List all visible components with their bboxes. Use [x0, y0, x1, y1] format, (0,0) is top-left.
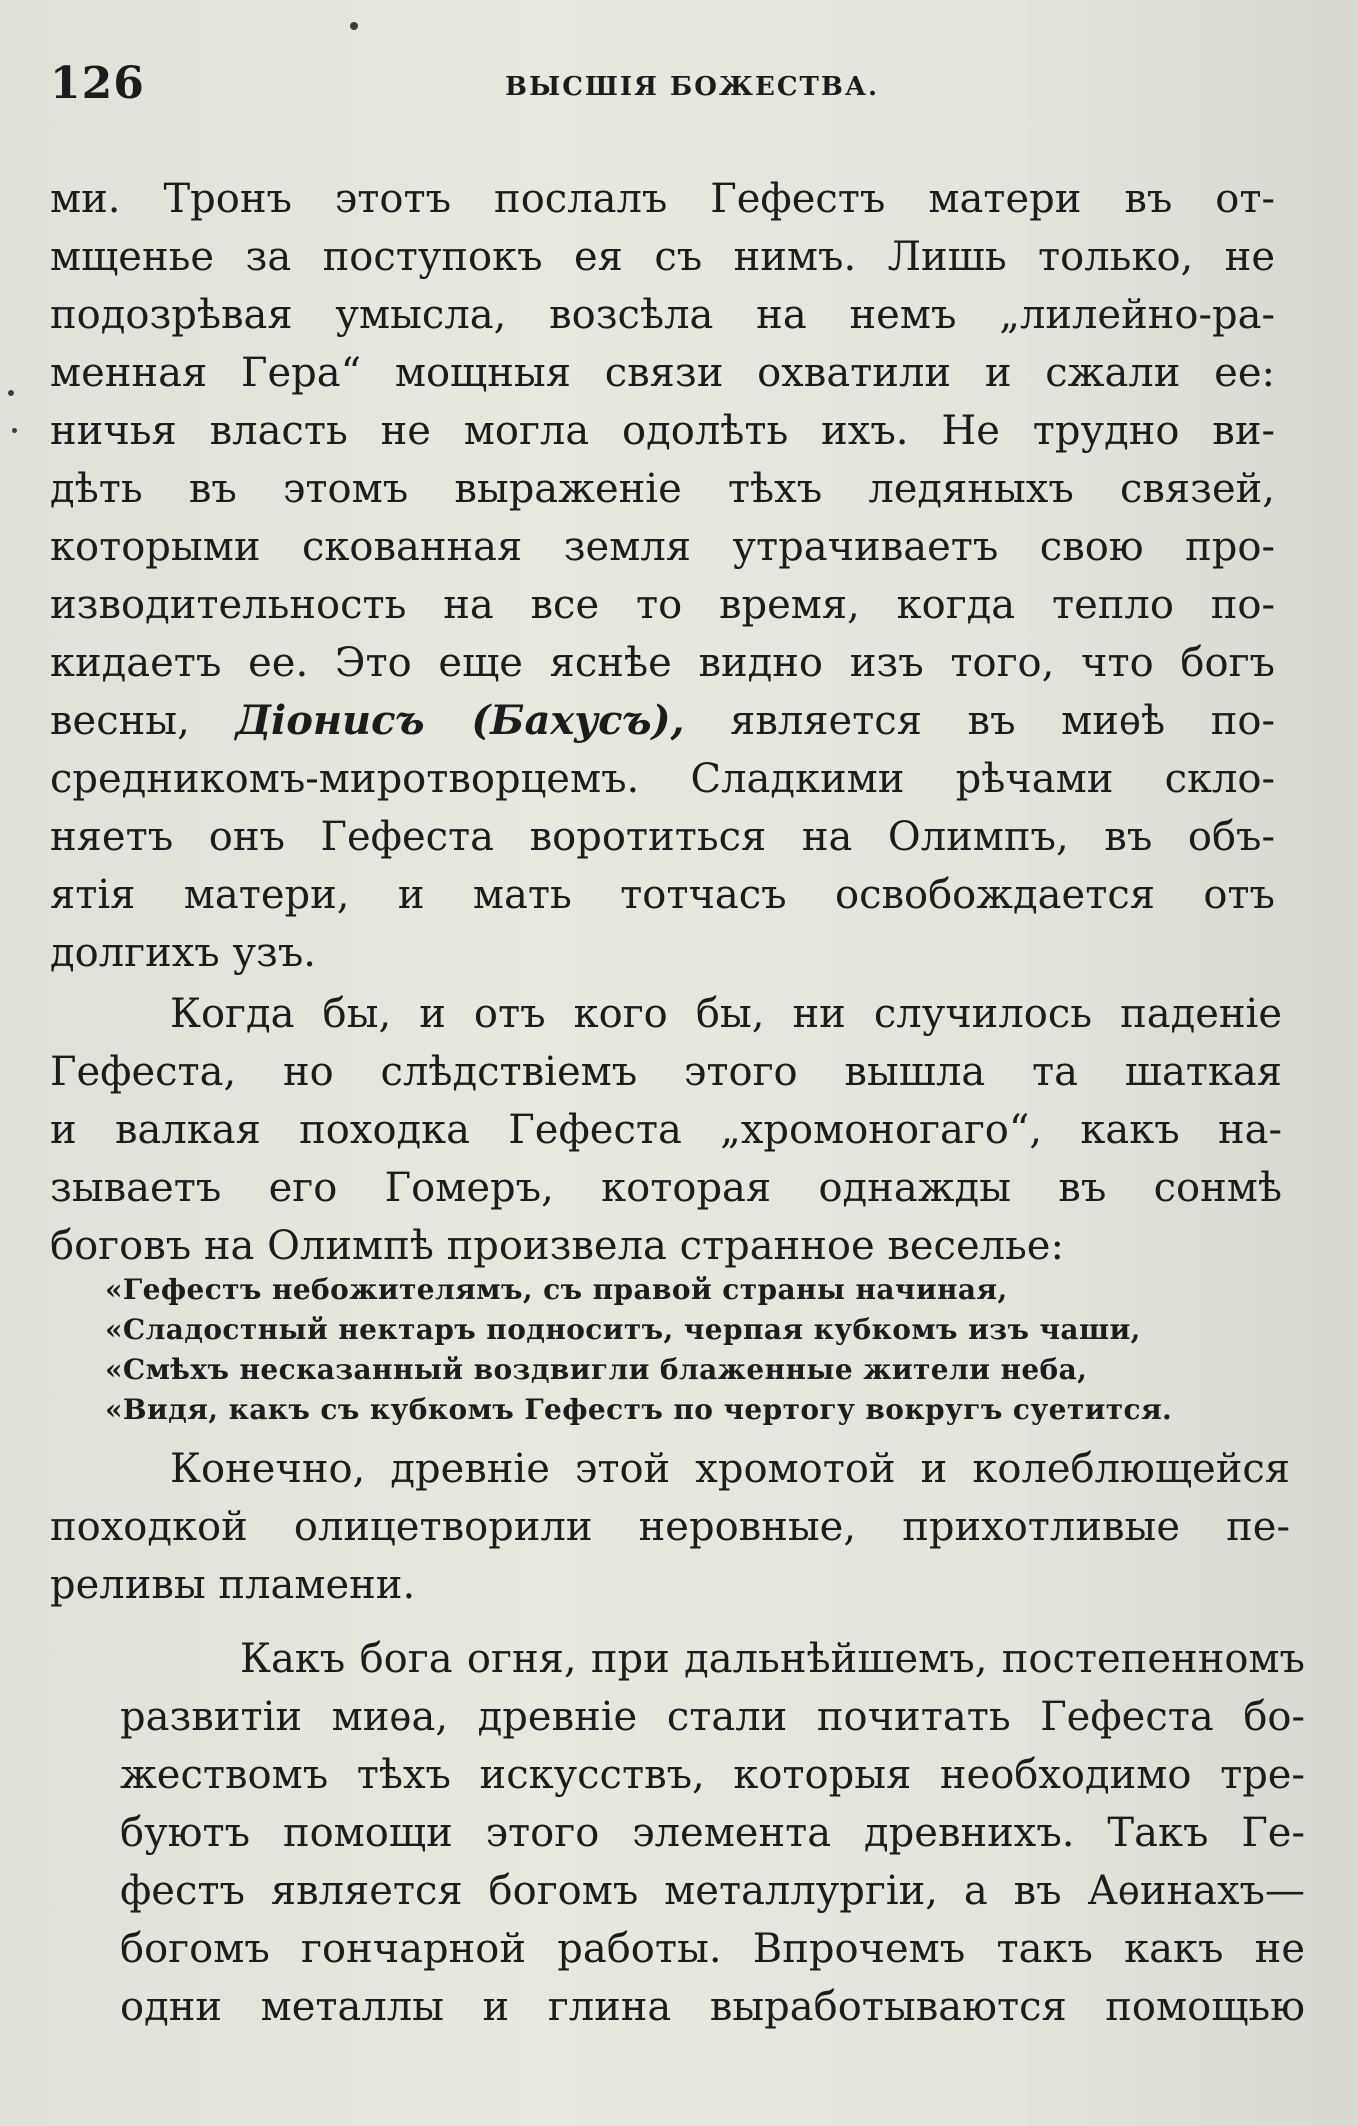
text-line: буютъ помощи этого элемента древнихъ. Такъ Ге- — [120, 1810, 1305, 1856]
text-line: реливы пламени. — [50, 1562, 416, 1608]
paragraph-3 — [50, 1440, 1290, 1614]
text-line: боговъ на Олимпѣ произвела странное веселье: — [50, 1223, 1064, 1269]
text-line: одни металлы и глина выработываются помощью — [120, 1984, 1305, 2030]
text-line: зываетъ его Гомеръ, которая однажды въ сонмѣ — [50, 1165, 1282, 1211]
text-line: и валкая походка Гефеста „хромоногаго“, какъ на- — [50, 1107, 1282, 1153]
paragraph-1 — [50, 170, 1275, 982]
line-text-before: весны, — [50, 698, 190, 744]
text-line: ничья власть не могла одолѣть ихъ. Не трудно ви- — [50, 408, 1275, 454]
text-line: дѣть въ этомъ выраженіе тѣхъ ледяныхъ связей, — [50, 466, 1275, 512]
verse-line: «Смѣхъ несказанный воздвигли блаженные жители неба, — [105, 1353, 1088, 1386]
text-line: средникомъ-миротворцемъ. Сладкими рѣчами скло- — [50, 756, 1275, 802]
text-line: богомъ гончарной работы. Впрочемъ такъ какъ не — [120, 1926, 1305, 1972]
text-line: Гефеста, но слѣдствіемъ этого вышла та шаткая — [50, 1049, 1282, 1095]
text-line: которыми скованная земля утрачиваетъ свою про- — [50, 524, 1275, 570]
text-line: походкой олицетворили неровные, прихотливые пе- — [50, 1504, 1290, 1550]
text-line — [50, 692, 1275, 750]
text-line: няетъ онъ Гефеста воротиться на Олимпъ, въ объ- — [50, 814, 1275, 860]
text-line: мщенье за поступокъ ея съ нимъ. Лишь только, не — [50, 234, 1275, 280]
verse-line: «Видя, какъ съ кубкомъ Гефестъ по чертогу вокругъ суетится. — [105, 1393, 1173, 1426]
running-header — [50, 58, 1280, 118]
text-line: развитіи миѳа, древніе стали почитать Гефеста бо- — [120, 1694, 1305, 1740]
text-line: ми. Тронъ этотъ послалъ Гефестъ матери въ от- — [50, 176, 1275, 222]
text-line: изводительность на все то время, когда тепло по- — [50, 582, 1275, 628]
text-line: подозрѣвая умысла, возсѣла на немъ „лилейно-ра- — [50, 292, 1275, 338]
page-number: 126 — [50, 58, 145, 109]
ink-speck — [8, 390, 14, 396]
text-line: Когда бы, и отъ кого бы, ни случилось паденіе — [170, 991, 1282, 1037]
verse-quote — [105, 1270, 1280, 1430]
ink-speck — [12, 428, 17, 433]
text-line: ятія матери, и мать тотчасъ освобождается отъ — [50, 872, 1275, 918]
italic-name: Діонисъ (Бахусъ), — [235, 697, 685, 744]
paragraph-2 — [50, 985, 1282, 1275]
text-line: жествомъ тѣхъ искусствъ, которыя необходимо тре- — [120, 1752, 1305, 1798]
text-line: Какъ бога огня, при дальнѣйшемъ, постепенномъ — [240, 1636, 1305, 1682]
line-text-after: является въ миѳѣ по- — [730, 698, 1276, 744]
text-line: кидаетъ ее. Это еще яснѣе видно изъ того, что богъ — [50, 640, 1275, 686]
verse-line: «Сладостный нектаръ подноситъ, черпая кубкомъ изъ чаши, — [105, 1313, 1141, 1346]
running-title: ВЫСШІЯ БОЖЕСТВА. — [505, 72, 880, 102]
paragraph-4 — [120, 1630, 1305, 2036]
text-line: Конечно, древніе этой хромотой и колеблющейся — [170, 1446, 1290, 1492]
text-line: фестъ является богомъ металлургіи, а въ Аѳинахъ— — [120, 1868, 1305, 1914]
text-line: менная Гера“ мощныя связи охватили и сжали ее: — [50, 350, 1275, 396]
text-line: долгихъ узъ. — [50, 930, 316, 976]
verse-line: «Гефестъ небожителямъ, съ правой страны начиная, — [105, 1273, 1008, 1306]
ink-speck — [350, 22, 358, 30]
